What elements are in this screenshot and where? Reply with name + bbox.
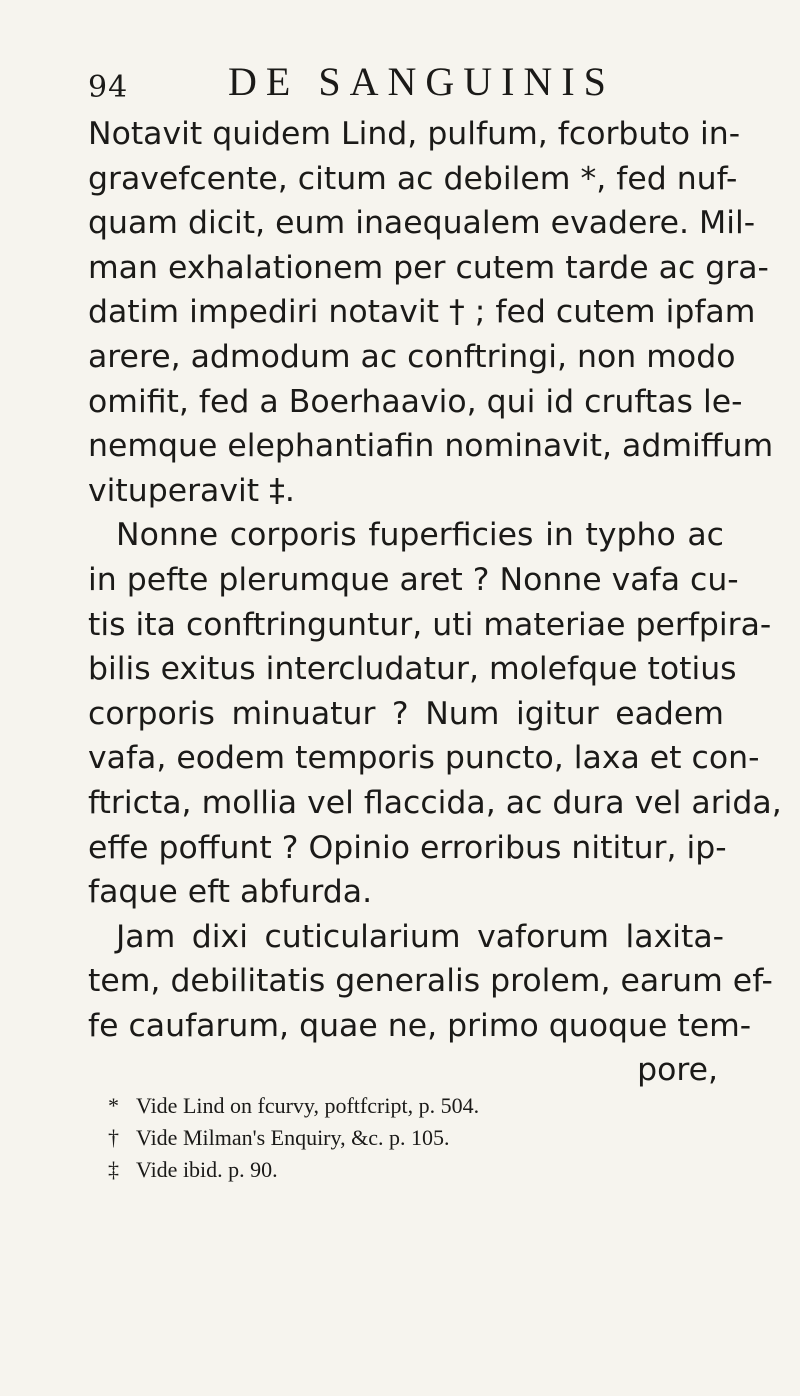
- text-line: man exhalationem per cutem tarde ac gra-: [88, 249, 769, 286]
- text-line: Notavit quidem Lind, pulfum, fcorbuto in-: [88, 116, 741, 152]
- text-line: in pefte plerumque aret ? Nonne vafa cu-: [88, 561, 739, 598]
- text-line: gravefcente, citum ac debilem *, fed nuf-: [88, 160, 738, 197]
- text-line: omifit, fed a Boerhaavio, qui id cruftas le-: [88, 383, 743, 420]
- paragraph-start-line: Jam dixi cuticularium vaforum laxita-: [116, 918, 724, 955]
- body-text: [88, 112, 782, 1093]
- text-line: datim impediri notavit † ; fed cutem ipfam: [88, 294, 756, 331]
- footnotes: [108, 1090, 668, 1186]
- footnote-text: Vide ibid. p. 90.: [136, 1157, 278, 1182]
- page-number: 94: [88, 70, 129, 105]
- text-line: vafa, eodem temporis puncto, laxa et con-: [88, 740, 760, 777]
- footnote-text: Vide Milman's Enquiry, &c. p. 105.: [136, 1125, 450, 1150]
- text-line: tis ita conftringuntur, uti materiae perfpira-: [88, 606, 772, 643]
- text-line: corporis minuatur ? Num igitur eadem: [88, 695, 724, 732]
- text-line: vituperavit ‡.: [88, 472, 295, 509]
- running-title: DE SANGUINIS: [228, 59, 615, 104]
- text-line: quam dicit, eum inaequalem evadere. Mil-: [88, 205, 756, 242]
- footnote: [108, 1090, 668, 1122]
- paragraph-start-line: Nonne corporis fuperficies in typho ac: [116, 517, 724, 554]
- text-line: bilis exitus intercludatur, molefque totius: [88, 651, 737, 688]
- footnote: [108, 1154, 668, 1186]
- footnote: [108, 1122, 668, 1154]
- footnote-text: Vide Lind on fcurvy, poftfcript, p. 504.: [136, 1093, 480, 1118]
- text-line: tem, debilitatis generalis prolem, earum ef-: [88, 963, 773, 1000]
- text-line: nemque elephantiafin nominavit, admiffum: [88, 428, 774, 465]
- page-header: [88, 58, 688, 108]
- footnote-mark: †: [108, 1125, 119, 1150]
- text-line: ftricta, mollia vel flaccida, ac dura vel arida,: [88, 784, 782, 821]
- text-line: faque eft abfurda.: [88, 874, 373, 911]
- text-line: arere, admodum ac conftringi, non modo: [88, 338, 736, 375]
- text-line: fe caufarum, quae ne, primo quoque tem-: [88, 1007, 752, 1044]
- footnote-mark: *: [108, 1093, 119, 1118]
- footnote-mark: ‡: [108, 1157, 119, 1182]
- catchword: pore,: [637, 1052, 718, 1089]
- text-line: effe poffunt ? Opinio erroribus nititur, ip-: [88, 829, 727, 866]
